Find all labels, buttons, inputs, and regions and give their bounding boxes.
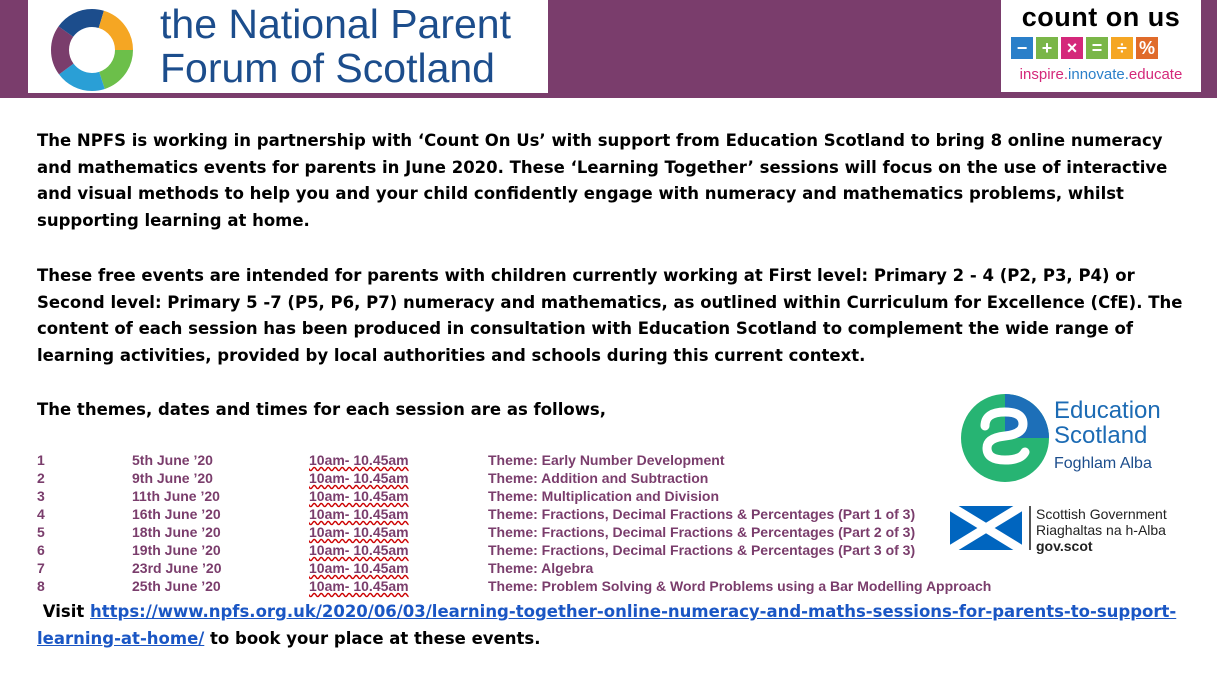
session-time: 10am- 10.45am xyxy=(309,578,409,594)
session-date: 25th June ’20 xyxy=(132,578,221,594)
count-on-us-logo xyxy=(1001,0,1201,92)
session-theme: Theme: Fractions, Decimal Fractions & Percentages (Part 3 of 3) xyxy=(488,542,916,558)
cou-tile-5: % xyxy=(1136,37,1158,59)
session-date: 18th June ’20 xyxy=(132,524,221,540)
visit-label: Visit xyxy=(42,602,85,621)
cou-tile-0: − xyxy=(1011,37,1033,59)
cou-symbol-tiles xyxy=(1011,37,1161,59)
session-date: 11th June ’20 xyxy=(132,488,220,504)
session-time: 10am- 10.45am xyxy=(309,560,409,576)
session-date: 23rd June ’20 xyxy=(132,560,222,576)
sg-divider xyxy=(1029,506,1031,550)
session-time: 10am- 10.45am xyxy=(309,470,409,486)
session-num: 6 xyxy=(37,542,45,558)
session-num: 5 xyxy=(37,524,45,540)
session-theme: Theme: Addition and Subtraction xyxy=(488,470,709,486)
es-line-1: Education xyxy=(1054,397,1161,424)
npfs-wordmark xyxy=(160,2,511,90)
session-num: 3 xyxy=(37,488,45,504)
cou-tag-educate: educate xyxy=(1128,66,1183,83)
cou-tile-4: ÷ xyxy=(1111,37,1133,59)
session-num: 8 xyxy=(37,578,45,594)
booking-suffix: to book your place at these events. xyxy=(210,629,541,648)
cou-tile-1: + xyxy=(1036,37,1058,59)
session-date: 16th June ’20 xyxy=(132,506,221,522)
session-time: 10am- 10.45am xyxy=(309,452,409,468)
session-time: 10am- 10.45am xyxy=(309,542,409,558)
session-theme: Theme: Fractions, Decimal Fractions & Percentages (Part 2 of 3) xyxy=(488,524,916,540)
cou-tag-innovate: innovate. xyxy=(1068,66,1129,83)
session-time: 10am- 10.45am xyxy=(309,488,409,504)
intro-paragraph: The NPFS is working in partnership with ‘Count On Us’ with support from Education Scotland to bring 8 online numeracy and mathematics events for parents in June 2020. These ‘Learning Together’ sessions will focus on the use of interactive and visual methods to help you and your child confidently engage with numeracy and mathematics problems, whilst supporting learning at home. xyxy=(37,131,1168,230)
cou-tile-2: × xyxy=(1061,37,1083,59)
cou-title: count on us xyxy=(1021,2,1181,32)
cou-tag-inspire: inspire. xyxy=(1019,66,1069,83)
eligibility-paragraph: These free events are intended for parents with children currently working at First level: Primary 2 - 4 (P2, P3, P4) or Second level: Primary 5 -7 (P5, P6, P7) numeracy and mathematics, as outlined within Curriculum for Excellence (CfE). The content of each session has been produced in consultation with Education Scotland to complement the wide range of learning activities, provided by local authorities and schools during this current context. xyxy=(37,266,1183,365)
session-time: 10am- 10.45am xyxy=(309,506,409,522)
schedule-heading: The themes, dates and times for each session are as follows, xyxy=(37,400,607,419)
session-theme: Theme: Fractions, Decimal Fractions & Percentages (Part 1 of 3) xyxy=(488,506,916,522)
npfs-ring-icon xyxy=(48,6,136,94)
session-num: 4 xyxy=(37,506,45,522)
booking-link[interactable]: https://www.npfs.org.uk/2020/06/03/learning-together-online-numeracy-and-maths-sessions-for-parents-to-support-learning-at-home/ xyxy=(37,602,1177,648)
es-gaelic: Foghlam Alba xyxy=(1054,455,1152,472)
npfs-line-1: the National Parent xyxy=(160,1,512,47)
session-time: 10am- 10.45am xyxy=(309,524,409,540)
cou-tile-3: = xyxy=(1086,37,1108,59)
session-num: 2 xyxy=(37,470,45,486)
session-date: 19th June ’20 xyxy=(132,542,221,558)
session-theme: Theme: Early Number Development xyxy=(488,452,725,468)
booking-note xyxy=(37,598,1197,652)
saltire-flag-icon xyxy=(950,506,1022,550)
sg-line-1: Scottish Government xyxy=(1036,506,1167,522)
es-wordmark xyxy=(1054,398,1161,448)
es-line-2: Scotland xyxy=(1054,422,1148,449)
session-num: 7 xyxy=(37,560,45,576)
npfs-line-2: Forum of Scotland xyxy=(160,45,495,91)
session-date: 5th June ’20 xyxy=(132,452,213,468)
sg-line-3: gov.scot xyxy=(1036,538,1093,554)
session-theme: Theme: Algebra xyxy=(488,560,594,576)
session-theme: Theme: Multiplication and Division xyxy=(488,488,720,504)
scottish-government-wordmark xyxy=(1036,506,1167,554)
sg-line-2: Riaghaltas na h-Alba xyxy=(1036,522,1166,538)
session-theme: Theme: Problem Solving & Word Problems using a Bar Modelling Approach xyxy=(488,578,992,594)
session-date: 9th June ’20 xyxy=(132,470,213,486)
session-num: 1 xyxy=(37,452,45,468)
npfs-logo-box xyxy=(28,0,548,93)
cou-tagline xyxy=(1006,66,1196,83)
